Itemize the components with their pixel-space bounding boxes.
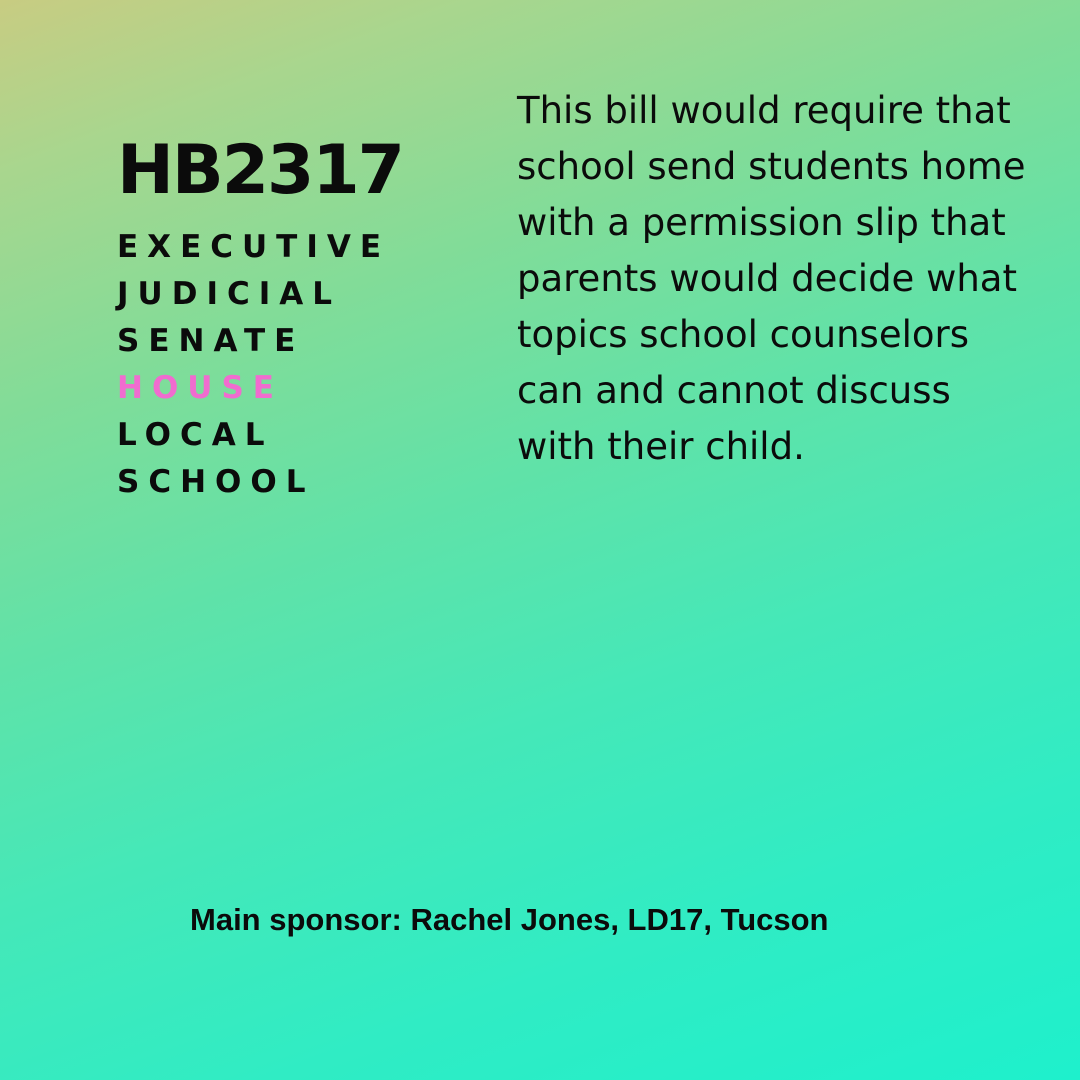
bill-number: HB2317 [117, 131, 403, 210]
branch-list [117, 224, 403, 506]
bill-header [117, 128, 403, 506]
branch-senate: SENATE [117, 323, 305, 359]
branch-executive: EXECUTIVE [117, 229, 391, 265]
branch-local: LOCAL [117, 417, 274, 453]
branch-school: SCHOOL [117, 464, 315, 500]
main-sponsor: Main sponsor: Rachel Jones, LD17, Tucson [190, 902, 829, 937]
branch-judicial: JUDICIAL [117, 276, 342, 312]
bill-description: This bill would require that school send students home with a permission slip that parents would decide what topics school counselors can and cannot discuss with their child. [517, 89, 1026, 468]
branch-house: HOUSE [117, 370, 283, 406]
